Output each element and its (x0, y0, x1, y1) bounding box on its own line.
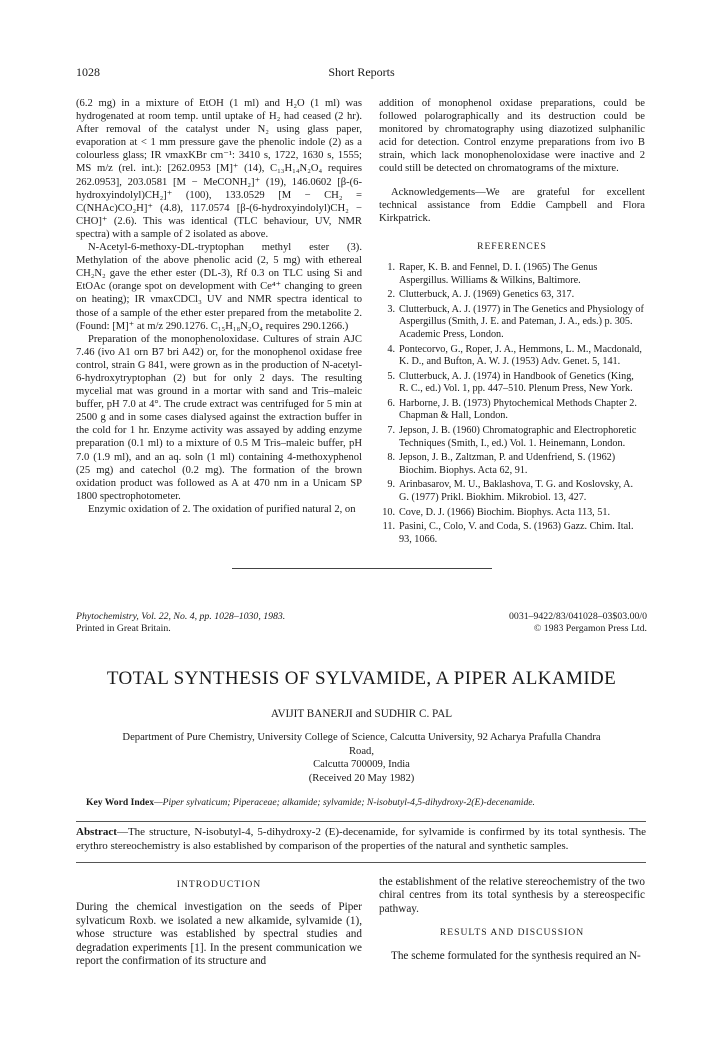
reference-item (379, 398, 645, 423)
issn-block (509, 611, 647, 635)
experimental-paragraph-1: (6.2 mg) in a mixture of EtOH (1 ml) and H₂O (1 ml) was hydrogenated at room temp. until uptake of H₂ had ceased (2 hr). After removal of the catalyst under N₂ using glass paper, evaporation at < 1 mm pressure gave the phenolic indole (2) as a colourless glass; IR νmaxKBr cm⁻¹: 3410 s, 1722, 1630 s, 1555; MS m/z (rel. int.): [262.0953 [M]⁺ (14), C₁₃H₁₄N₂O₄ requires 262.0953], 203.0581 [M − MeCONH₂]⁺ (19), 146.0602 [β-(6-hydroxyindolyl)CH₂]⁺ (100), 133.0529 [M − CH₂ = C(NHAc)CO₂H]⁺ (4.8), 117.0574 [β-(6-hydroxyindolyl)CH₂ − CHO]⁺ (2.6). This was identical (TLC behaviour, UV, NMR spectra) with a sample of 2 isolated as above. (76, 98, 362, 240)
abstract (76, 826, 646, 853)
reference-number: 9. (387, 479, 395, 491)
issn-line: 0031–9422/83/041028–03$03.00/0 (509, 611, 647, 622)
affiliation-city: Calcutta 700009, India (313, 759, 410, 770)
experimental-paragraph-3: Preparation of the monophenoloxidase. Cultures of strain AJC 7.46 (ivo A1 orn B7 bri A42) or, for the monophenol oxidase free control, strain G 841, were grown as in the production of N-acetyl-6-hydroxytryptophan (2) but for only 2 days. The resulting mycelial mat was ground in a mortar with sand and Tris–maleic buffer, pH 7.0 at 4°. The crude extract was centrifuged for 5 min at 2500 g and in some cases dialysed against the extraction buffer in the cold for 1 hr. Enzyme activity was assayed by adding enzyme preparation (0.1 ml) to a mixture of 0.5 M Tris–maleic buffer, pH 7.0 (1.9 ml), and an aq. soln (1 ml) containing 4-methoxyphenol (25 mg) and catechol (0.2 mg). The formation of the brown oxidation product was followed as A at 470 nm in a Unicam SP 1800 spectrophotometer. (76, 333, 362, 502)
article-divider (232, 568, 492, 569)
keywords-label: Key Word Index (86, 797, 155, 808)
experimental-paragraph-2: N-Acetyl-6-methoxy-DL-tryptophan methyl ester (3). Methylation of the above phenolic acid (2, 5 mg) with ethereal CH₂N₂ gave the ether ester (DL-3), Rf 0.3 on TLC using Si and EtOAc (orange spot on development with Ce⁴⁺ changing to green on heating); IR νmaxCDCl₃ UV and NMR spectra identical to those of a sample of the ether ester prepared from the metabolite 2. (Found: [M]⁺ at m/z 290.1276. C₁₅H₁₈N₂O₄ requires 290.1266.) (76, 242, 362, 332)
reference-text: Cove, D. J. (1966) Biochim. Biophys. Acta 113, 51. (399, 506, 611, 518)
reference-number: 3. (387, 303, 395, 315)
abstract-rule-bottom (76, 862, 646, 863)
reference-number: 7. (387, 425, 395, 437)
reference-text: Clutterbuck, A. J. (1977) in The Genetics and Physiology of Aspergillus (Smith, J. E. and Pateman, J. A., eds.) p. 305. Academic Press, London. (399, 303, 644, 340)
results-text: The scheme formulated for the synthesis required an N- (391, 949, 641, 962)
abstract-rule-top (76, 821, 646, 822)
running-title: Short Reports (328, 65, 395, 79)
reference-item (379, 521, 645, 546)
received-date: (Received 20 May 1982) (308, 773, 415, 784)
reference-text: Pasini, C., Colo, V. and Coda, S. (1963) Gazz. Chim. Ital. 93, 1066. (399, 521, 634, 545)
reference-number: 10. (382, 506, 395, 518)
reference-item (379, 452, 645, 477)
reference-item (379, 507, 645, 520)
reference-number: 6. (387, 397, 395, 409)
right-column-previous-article (379, 97, 645, 548)
reference-number: 4. (387, 343, 395, 355)
acknowledgements: Acknowledgements—We are grateful for excellent technical assistance from Eddie Campbell and Flora Kirkpatrick. (379, 186, 645, 224)
reference-text: Arinbasarov, M. U., Baklashova, T. G. and Koslovsky, A. G. (1977) Prikl. Biokhim. Mikrobiol. 13, 427. (399, 479, 634, 504)
reference-text: Pontecorvo, G., Roper, J. A., Hemmons, L. M., Macdonald, K. D., and Bufton, A. W. J. (1953) Adv. Genet. 5, 141. (399, 343, 642, 368)
reference-text: Clutterbuck, A. J. (1969) Genetics 63, 317. (399, 289, 575, 301)
journal-line: Phytochemistry, Vol. 22, No. 4, pp. 1028–1030, 1983. (76, 611, 286, 622)
running-head (76, 65, 647, 81)
reference-text: Clutterbuck, A. J. (1974) in Handbook of Genetics (King, R. C., ed.) Vol. 1, pp. 447–510. Plenum Press, New York. (399, 370, 634, 395)
reference-text: Raper, K. B. and Fennel, D. I. (1965) The Genus Aspergillus. Williams & Wilkins, Baltimore. (399, 261, 598, 286)
left-column-previous-article (76, 97, 362, 516)
reference-text: Harborne, J. B. (1973) Phytochemical Methods Chapter 2. Chapman & Hall, London. (399, 397, 637, 422)
reference-item (379, 344, 645, 369)
authors: AVIJIT BANERJI and SUDHIR C. PAL (270, 708, 453, 720)
introduction-continued: the establishment of the relative stereochemistry of the two chiral centres from its total synthesis by a stereospecific pathway. (379, 876, 645, 915)
reference-item (379, 479, 645, 504)
keywords-text: —Piper sylvaticum; Piperaceae; alkamide; sylvamide; N-isobutyl-4,5-dihydroxy-2(E)-decenamide. (154, 797, 535, 808)
reference-number: 8. (387, 452, 395, 464)
reference-item (379, 304, 645, 342)
affiliation-line: Department of Pure Chemistry, University College of Science, Calcutta University, 92 Acharya Prafulla Chandra Road, (122, 732, 601, 757)
introduction-heading: INTRODUCTION (176, 879, 262, 890)
page-number: 1028 (76, 65, 100, 79)
article-title: TOTAL SYNTHESIS OF SYLVAMIDE, A PIPER ALKAMIDE (106, 668, 617, 689)
reference-item (379, 262, 645, 287)
body-left-column (76, 878, 362, 968)
reference-item (379, 289, 645, 302)
abstract-text: —The structure, N-isobutyl-4, 5-dihydroxy-2 (E)-decenamide, for sylvamide is confirmed by its total synthesis. The erythro stereochemistry is also established by comparison of the properties of the natural and synthetic samples. (76, 826, 646, 852)
reference-number: 11. (382, 521, 395, 533)
reference-text: Jepson, J. B. (1960) Chromatographic and Electrophoretic Techniques (Smith, I., ed.) Vol. 1. Heinemann, London. (399, 425, 637, 449)
reference-number: 5. (387, 370, 395, 382)
reference-item (379, 425, 645, 450)
body-right-column (379, 876, 645, 963)
journal-citation (76, 611, 285, 635)
introduction-text: During the chemical investigation on the seeds of Piper sylvaticum Roxb. we isolated a new alkamide, sylvamide (1), whose structure was established by spectral studies and degradation experiments [1]. In the present communication we report the confirmation of its structure and (76, 901, 362, 968)
affiliation (120, 731, 603, 772)
keyword-index (86, 797, 663, 809)
copyright-line: © 1983 Pergamon Press Ltd. (533, 623, 647, 634)
reference-number: 2. (387, 289, 395, 301)
experimental-paragraph-4: Enzymic oxidation of 2. The oxidation of purified natural 2, on (88, 503, 356, 515)
results-heading: RESULTS AND DISCUSSION (439, 927, 585, 939)
abstract-label: Abstract (76, 826, 117, 838)
reference-list (379, 262, 645, 546)
reference-text: Jepson, J. B., Zaltzman, P. and Udenfriend, S. (1962) Biochim. Biophys. Acta 62, 91. (399, 452, 616, 476)
references-heading: REFERENCES (477, 241, 547, 252)
experimental-paragraph-continued: addition of monophenol oxidase preparations, could be followed polarographically and its destruction could be monitored by chromatography using diazotized sulphanilic acid for detection. Control enzyme preparations from ivo B strain, which lack monophenoloxidase were inactive and 2 could still be detected on chromatograms of the mixture. (379, 98, 645, 175)
printed-line: Printed in Great Britain. (76, 623, 171, 634)
reference-item (379, 371, 645, 396)
reference-number: 1. (387, 261, 395, 273)
